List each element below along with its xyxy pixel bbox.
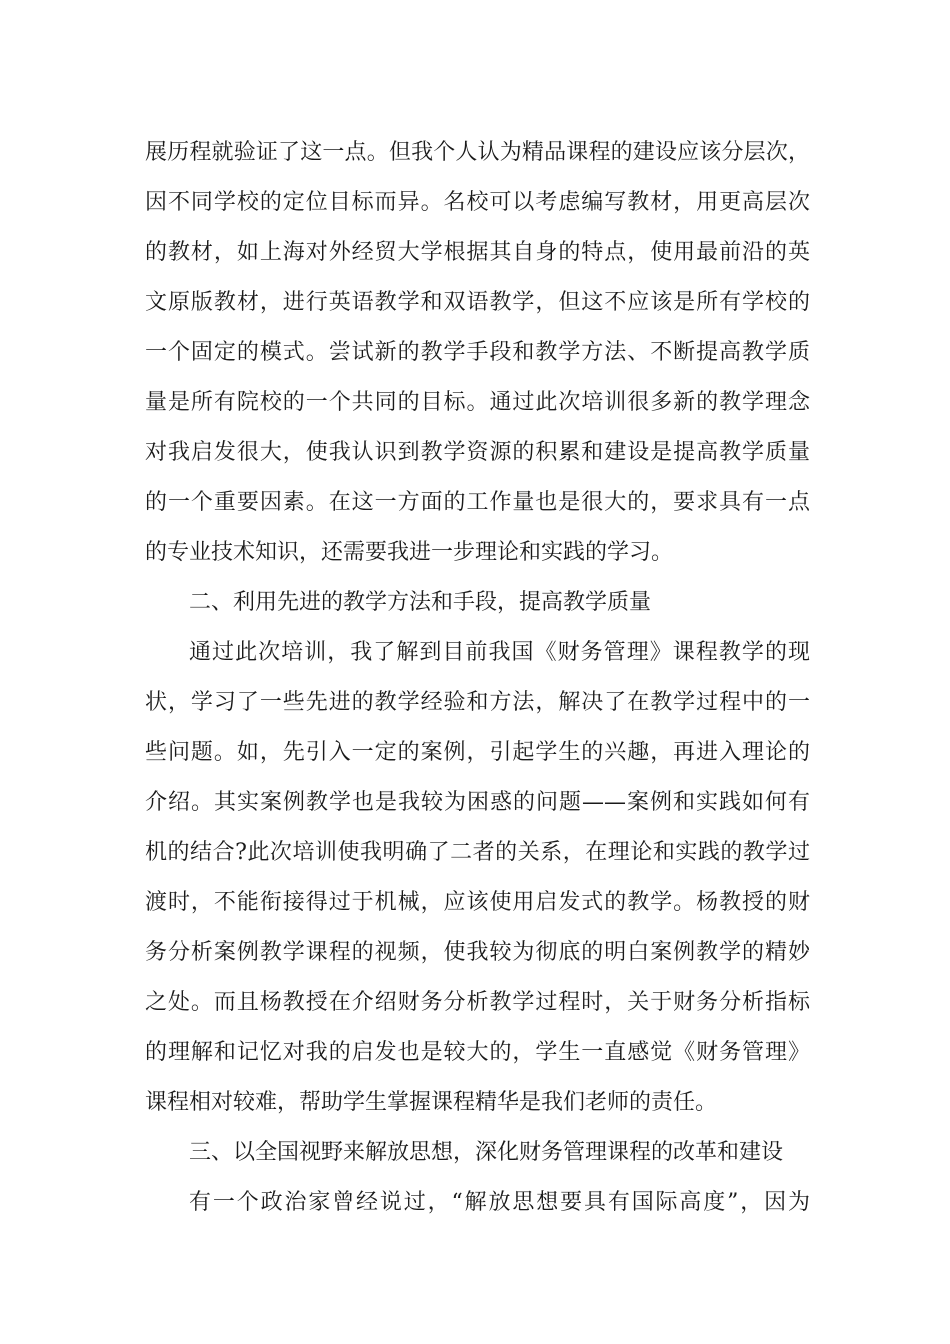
text-line: 有一个政治家曾经说过，“解放思想要具有国际高度”，因为 — [189, 1190, 810, 1215]
text-line: 的教材，如上海对外经贸大学根据其自身的特点，使用最前沿的英 — [145, 240, 810, 265]
document-body — [145, 128, 810, 1228]
text-line: 渡时，不能衔接得过于机械，应该使用启发式的教学。杨教授的财 — [145, 890, 810, 915]
text-line: 之处。而且杨教授在介绍财务分析教学过程时，关于财务分析指标 — [145, 990, 810, 1015]
text-line: 状，学习了一些先进的教学经验和方法，解决了在教学过程中的一 — [145, 690, 810, 715]
text-line: 通过此次培训，我了解到目前我国《财务管理》课程教学的现 — [189, 640, 810, 665]
text-line: 的理解和记忆对我的启发也是较大的，学生一直感觉《财务管理》 — [145, 1040, 810, 1065]
body-paragraph — [145, 1178, 810, 1228]
text-line: 介绍。其实案例教学也是我较为困惑的问题——案例和实践如何有 — [145, 790, 810, 815]
text-line: 二、利用先进的教学方法和手段，提高教学质量 — [189, 590, 652, 615]
text-line: 文原版教材，进行英语教学和双语教学，但这不应该是所有学校的 — [145, 290, 810, 315]
body-paragraph — [145, 628, 810, 1128]
text-line: 量是所有院校的一个共同的目标。通过此次培训很多新的教学理念 — [145, 390, 810, 415]
body-paragraph — [145, 128, 810, 578]
text-line: 些问题。如，先引入一定的案例，引起学生的兴趣，再进入理论的 — [145, 740, 810, 765]
text-line: 展历程就验证了这一点。但我个人认为精品课程的建设应该分层次， — [145, 140, 810, 165]
text-line: 对我启发很大，使我认识到教学资源的积累和建设是提高教学质量 — [145, 440, 810, 465]
section-heading — [145, 1128, 810, 1178]
text-line: 的专业技术知识，还需要我进一步理论和实践的学习。 — [145, 540, 674, 565]
text-line: 务分析案例教学课程的视频，使我较为彻底的明白案例教学的精妙 — [145, 940, 810, 965]
text-line: 课程相对较难，帮助学生掌握课程精华是我们老师的责任。 — [145, 1090, 718, 1115]
text-line: 三、以全国视野来解放思想，深化财务管理课程的改革和建设 — [189, 1140, 784, 1165]
section-heading — [145, 578, 810, 628]
text-line: 一个固定的模式。尝试新的教学手段和教学方法、不断提高教学质 — [145, 340, 810, 365]
text-line: 机的结合?此次培训使我明确了二者的关系，在理论和实践的教学过 — [145, 840, 810, 865]
text-line: 的一个重要因素。在这一方面的工作量也是很大的，要求具有一点 — [145, 490, 810, 515]
text-line: 因不同学校的定位目标而异。名校可以考虑编写教材，用更高层次 — [145, 190, 810, 215]
